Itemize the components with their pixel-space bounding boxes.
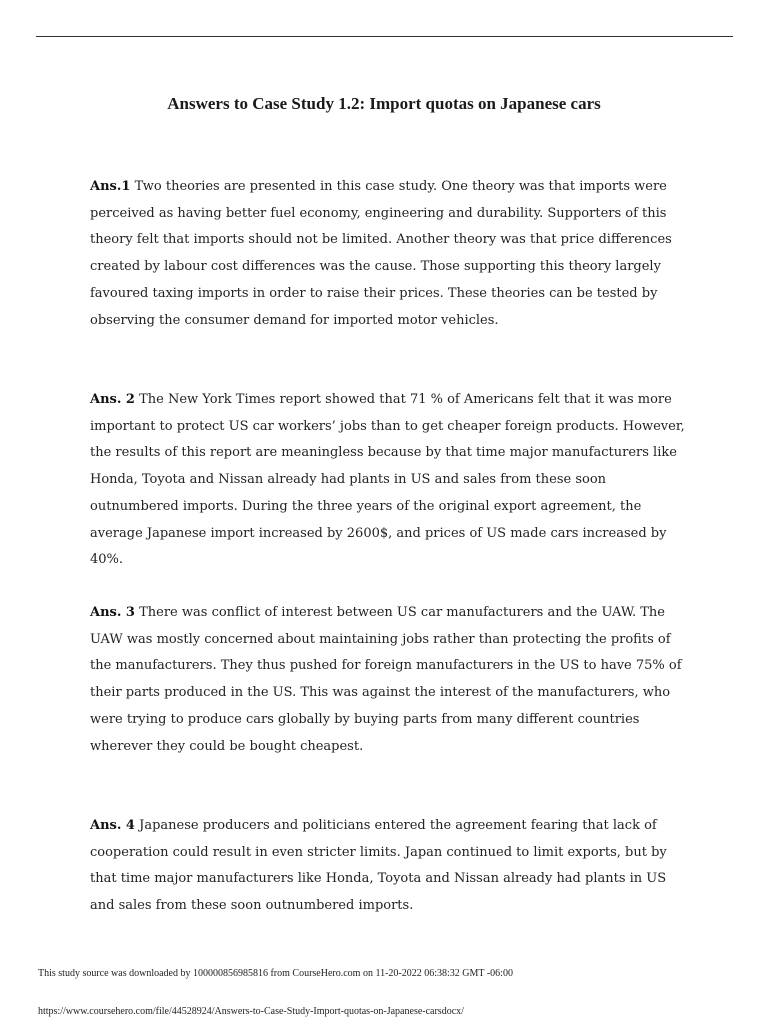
answer-3-text: There was conflict of interest between US car manufacturers and the UAW. The UAW was mostly concerned about maintaining jobs rather than protecting the profits of the manufacturers. They thus pushed for foreign manufacturers in the US to have 75% of their parts produced in the US. This was against the interest of the manufacturers, who were trying to produce cars globally by buying parts from many different countries wherever they could be bought cheapest. <box>90 605 682 754</box>
source-url: https://www.coursehero.com/file/44528924/Answers-to-Case-Study-Import-quotas-on-Japanese-carsdocx/ <box>38 1006 464 1017</box>
answer-2 <box>90 387 690 574</box>
answer-2-label: Ans. 2 <box>90 392 135 407</box>
download-notice: This study source was downloaded by 100000856985816 from CourseHero.com on 11-20-2022 06:38:32 GMT -06:00 <box>38 968 513 979</box>
document-title: Answers to Case Study 1.2: Import quotas on Japanese cars <box>167 94 601 113</box>
answer-4 <box>90 813 690 920</box>
answer-4-text: Japanese producers and politicians entered the agreement fearing that lack of cooperation could result in even stricter limits. Japan continued to limit exports, but by that time major manufacturers like Honda, Toyota and Nissan already had plants in US and sales from these soon outnumbered imports. <box>90 818 667 914</box>
answer-2-text: The New York Times report showed that 71 % of Americans felt that it was more important to protect US car workers’ jobs than to get cheaper foreign products. However, the results of this report are meaningless because by that time major manufacturers like Honda, Toyota and Nissan already had plants in US and sales from these soon outnumbered imports. During the three years of the original export agreement, the average Japanese import increased by 2600$, and prices of US made cars increased by 40%. <box>90 392 685 568</box>
answer-1 <box>90 174 690 334</box>
answer-3-label: Ans. 3 <box>90 605 135 620</box>
answer-4-label: Ans. 4 <box>90 818 135 833</box>
answer-1-text: Two theories are presented in this case study. One theory was that imports were perceived as having better fuel economy, engineering and durability. Supporters of this theory felt that imports should not be limited. Another theory was that price differences created by labour cost differences was the cause. Those supporting this theory largely favoured taxing imports in order to raise their prices. These theories can be tested by observing the consumer demand for imported motor vehicles. <box>90 179 672 328</box>
header-divider <box>36 36 733 37</box>
answer-3 <box>90 600 690 760</box>
answer-1-label: Ans.1 <box>90 179 131 194</box>
